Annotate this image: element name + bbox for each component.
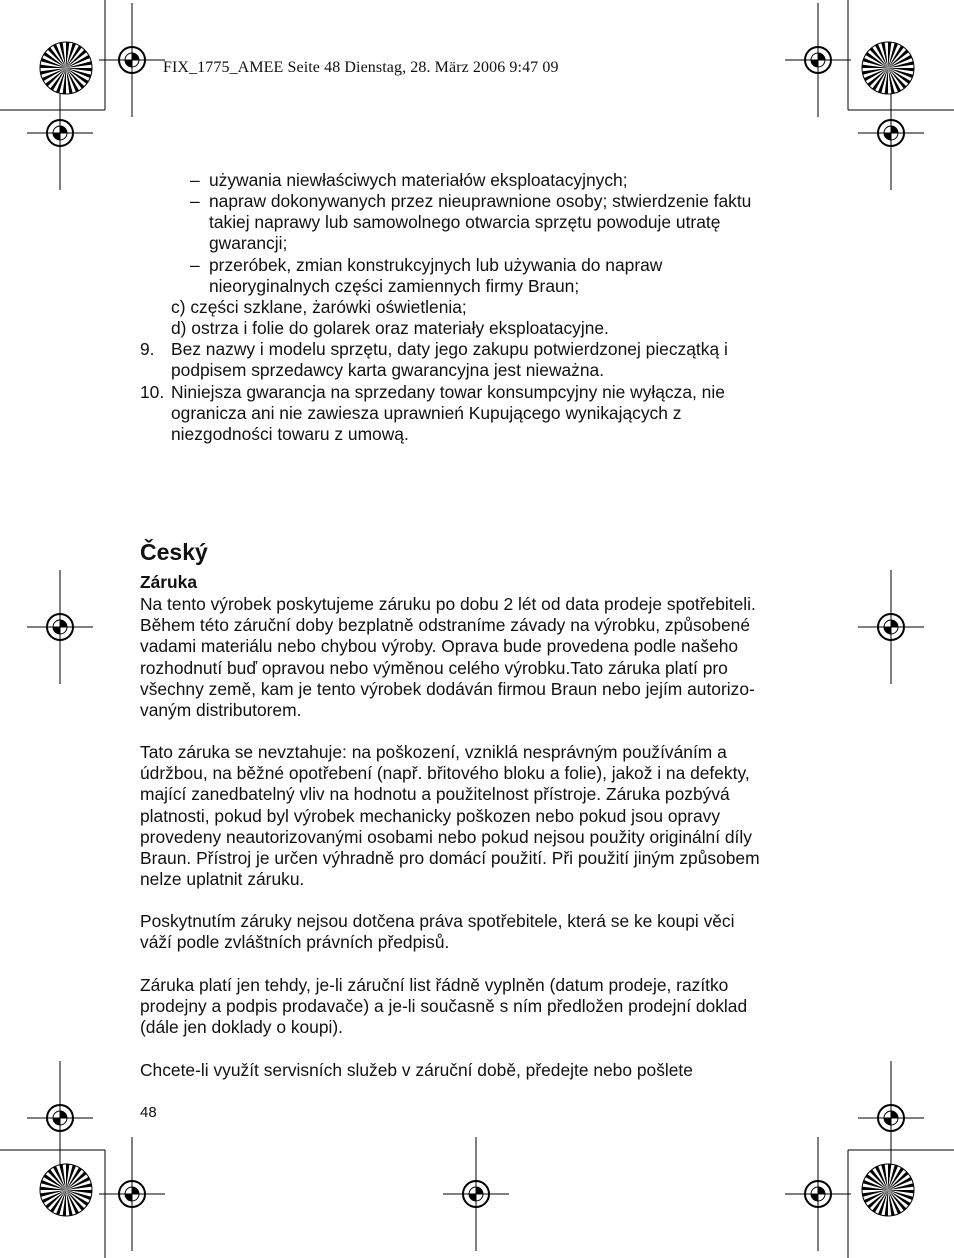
text-line: Na tento výrobek poskytujeme záruku po dobu 2 lét od data prodeje spotřebiteli. xyxy=(140,594,756,614)
paragraph xyxy=(140,911,735,953)
letter-item-c: c) części szklane, żarówki oświetlenia; xyxy=(171,297,467,317)
text-line: gwarancji; xyxy=(209,233,288,254)
crosshair-circle-icon xyxy=(99,3,165,117)
starburst-wheel-icon xyxy=(40,1164,92,1216)
text-line: napraw dokonywanych przez nieuprawnione osoby; stwierdzenie faktu xyxy=(209,191,752,211)
paragraph xyxy=(140,594,756,721)
text-line: prodejny a podpis prodavače) a je-li současně s ním předložen prodejní doklad xyxy=(140,996,748,1017)
text-line: przeróbek, zmian konstrukcyjnych lub używania do napraw xyxy=(209,255,663,275)
paragraph xyxy=(140,742,760,890)
crosshair-circle-icon xyxy=(99,1137,165,1251)
text-line: Niniejsza gwarancja na sprzedany towar konsumpcyjny nie wyłącza, nie xyxy=(171,382,725,402)
crosshair-circle-icon xyxy=(858,570,924,684)
text-line: Během této záruční doby bezplatně odstraníme závady na výrobku, způsobené xyxy=(140,615,751,636)
text-line: provedeny neautorizovanými osobami nebo pokud nejsou použity originální díly xyxy=(140,826,752,847)
paragraph xyxy=(140,975,747,1039)
item-number: 9. xyxy=(140,339,155,359)
text-line: Záruka platí jen tehdy, je-li záruční list řádně vyplněn (datum prodeje, razítko xyxy=(140,975,729,995)
text-line: niezgodności towaru z umową. xyxy=(171,424,409,445)
text-line: údržbou, na běžné opotřebení (např. břitového bloku a folie), jakož i na defekty, xyxy=(140,763,750,784)
crosshair-circle-icon xyxy=(858,1061,924,1175)
text-line: używania niewłaściwych materiałów eksploatacyjnych; xyxy=(209,170,628,190)
text-line: váží podle zvláštních právních předpisů. xyxy=(140,932,450,953)
letter-item-d: d) ostrza i folie do golarek oraz materiały eksploatacyjne. xyxy=(171,318,609,338)
dash-bullet: – xyxy=(190,170,200,190)
page-number: 48 xyxy=(140,1104,157,1121)
text-line: mající zanedbatelný vliv na hodnotu a použitelnost přístroje. Záruka pozbývá xyxy=(140,784,730,805)
crosshair-circle-icon xyxy=(27,570,93,684)
dash-bullet: – xyxy=(190,255,200,275)
crosshair-circle-icon xyxy=(785,1137,851,1251)
text-line: všechny země, kam je tento výrobek dodáván firmou Braun nebo jejím autorizo- xyxy=(140,678,755,699)
text-line: rozhodnutí buď opravou nebo výměnou celého výrobku.Tato záruka platí pro xyxy=(140,657,728,678)
section-heading-czech: Český xyxy=(140,539,208,565)
text-line: vaným distributorem. xyxy=(140,700,302,721)
text-line: takiej naprawy lub samowolnego otwarcia sprzętu powoduje utratę xyxy=(209,212,721,233)
text-line: platnosti, pokud byl výrobek mechanicky poškozen nebo pokud jsou opravy xyxy=(140,805,721,826)
text-line: Tato záruka se nevztahuje: na poškození, vzniklá nesprávným používáním a xyxy=(140,742,727,762)
print-slug-header: FIX_1775_AMEE Seite 48 Dienstag, 28. März 2006 9:47 09 xyxy=(163,59,559,76)
dash-bullet: – xyxy=(190,191,200,211)
text-line: nelze uplatnit záruku. xyxy=(140,869,305,890)
starburst-wheel-icon xyxy=(862,1164,914,1216)
text-line: vadami materiálu nebo chybou výroby. Oprava bude provedena podle našeho xyxy=(140,636,739,657)
text-line: ogranicza ani nie zawiesza uprawnień Kupującego wynikających z xyxy=(171,403,682,424)
starburst-wheel-icon xyxy=(862,42,914,94)
text-line: (dále jen doklady o koupi). xyxy=(140,1017,344,1038)
crosshair-circle-icon xyxy=(785,3,851,117)
text-line: Poskytnutím záruky nejsou dotčena práva spotřebitele, která se ke koupi věci xyxy=(140,911,735,931)
text-line: nieoryginalnych części zamiennych firmy Braun; xyxy=(209,276,580,297)
text-line: podpisem sprzedawcy karta gwarancyjna jest nieważna. xyxy=(171,360,605,381)
crosshair-circle-icon xyxy=(443,1137,509,1251)
paragraph xyxy=(140,1060,693,1081)
text-line: Braun. Přístroj je určen výhradně pro domácí použití. Při použití jiným způsobem xyxy=(140,848,760,869)
starburst-wheel-icon xyxy=(40,42,92,94)
crosshair-circle-icon xyxy=(27,1061,93,1175)
subheading-warranty: Záruka xyxy=(140,572,198,592)
text-line: Chcete-li využít servisních služeb v záruční době, předejte nebo pošlete xyxy=(140,1060,693,1080)
text-line: Bez nazwy i modelu sprzętu, daty jego zakupu potwierdzonej pieczątką i xyxy=(171,339,728,359)
item-number: 10. xyxy=(140,382,165,402)
